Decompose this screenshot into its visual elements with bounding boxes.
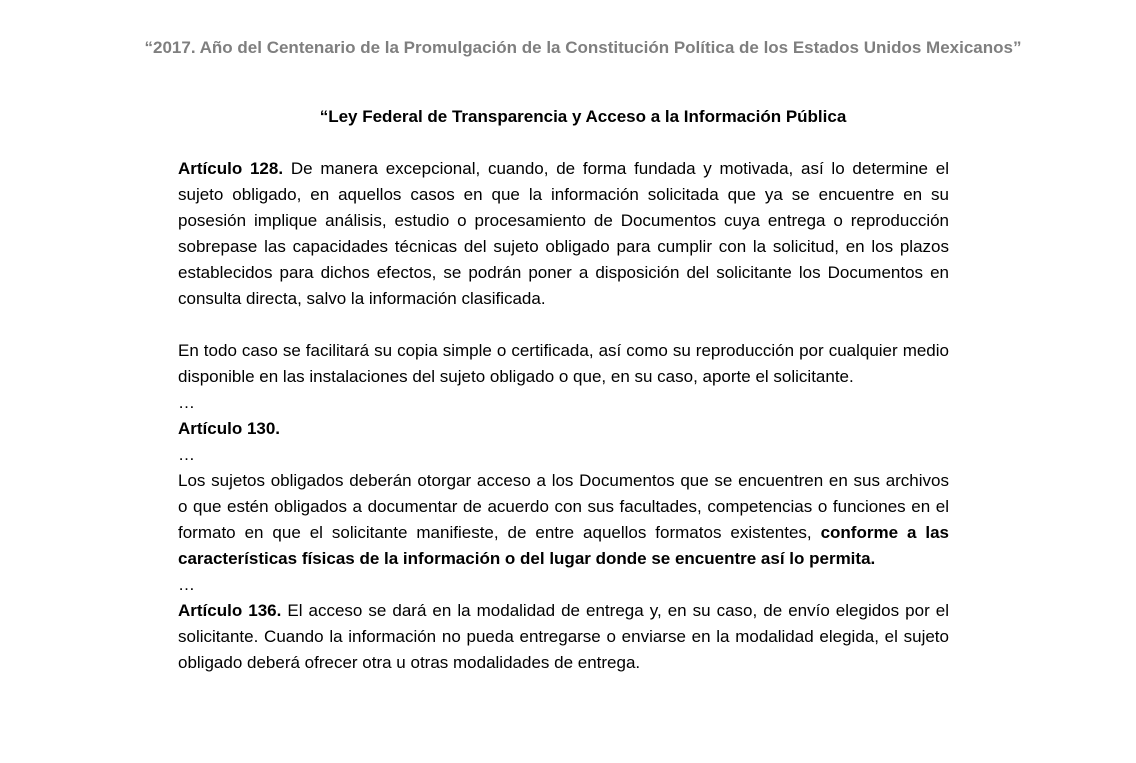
article-128-paragraph	[178, 156, 949, 312]
article-128-label: Artículo 128.	[178, 159, 284, 178]
document-body	[178, 156, 949, 676]
paragraph-gap	[178, 312, 949, 338]
article-130-heading	[178, 416, 949, 442]
article-128-text: De manera excepcional, cuando, de forma fundada y motivada, así lo determine el sujeto obligado, en aquellos casos en que la información solicitada que ya se encuentre en su posesión implique análisis, estudio o procesamiento de Documentos cuya entrega o reproducción sobrepase las capacidades técnicas del sujeto obligado para cumplir con la solicitud, en los plazos establecidos para dichos efectos, se podrán poner a disposición del solicitante los Documentos en consulta directa, salvo la información clasificada.	[178, 159, 949, 308]
article-136-label: Artículo 136.	[178, 601, 282, 620]
article-136-paragraph	[178, 598, 949, 676]
article-136-text: El acceso se dará en la modalidad de entrega y, en su caso, de envío elegidos por el solicitante. Cuando la información no pueda entregarse o enviarse en la modalidad elegida, el sujeto obligado deberá ofrecer otra u otras modalidades de entrega.	[178, 601, 949, 672]
article-130-bold-text: conforme a las características físicas de la información o del lugar donde se encuentre así lo permita.	[178, 523, 949, 568]
centenary-header: “2017. Año del Centenario de la Promulgación de la Constitución Política de los Estados Unidos Mexicanos”	[144, 38, 1022, 57]
ellipsis-2: …	[178, 445, 195, 464]
ellipsis-1: …	[178, 393, 195, 412]
article-128-paragraph-2: En todo caso se facilitará su copia simple o certificada, así como su reproducción por cualquier medio disponible en las instalaciones del sujeto obligado o que, en su caso, aporte el solicitante.	[178, 341, 949, 386]
law-title: “Ley Federal de Transparencia y Acceso a la Información Pública	[319, 107, 847, 126]
article-130-text: Los sujetos obligados deberán otorgar acceso a los Documentos que se encuentren en sus archivos o que estén obligados a documentar de acuerdo con sus facultades, competencias o funciones en el formato en que el solicitante manifieste, de entre aquellos formatos existentes,	[178, 471, 949, 542]
article-130-paragraph	[178, 468, 949, 572]
article-130-label: Artículo 130.	[178, 419, 281, 438]
ellipsis-3: …	[178, 575, 195, 594]
